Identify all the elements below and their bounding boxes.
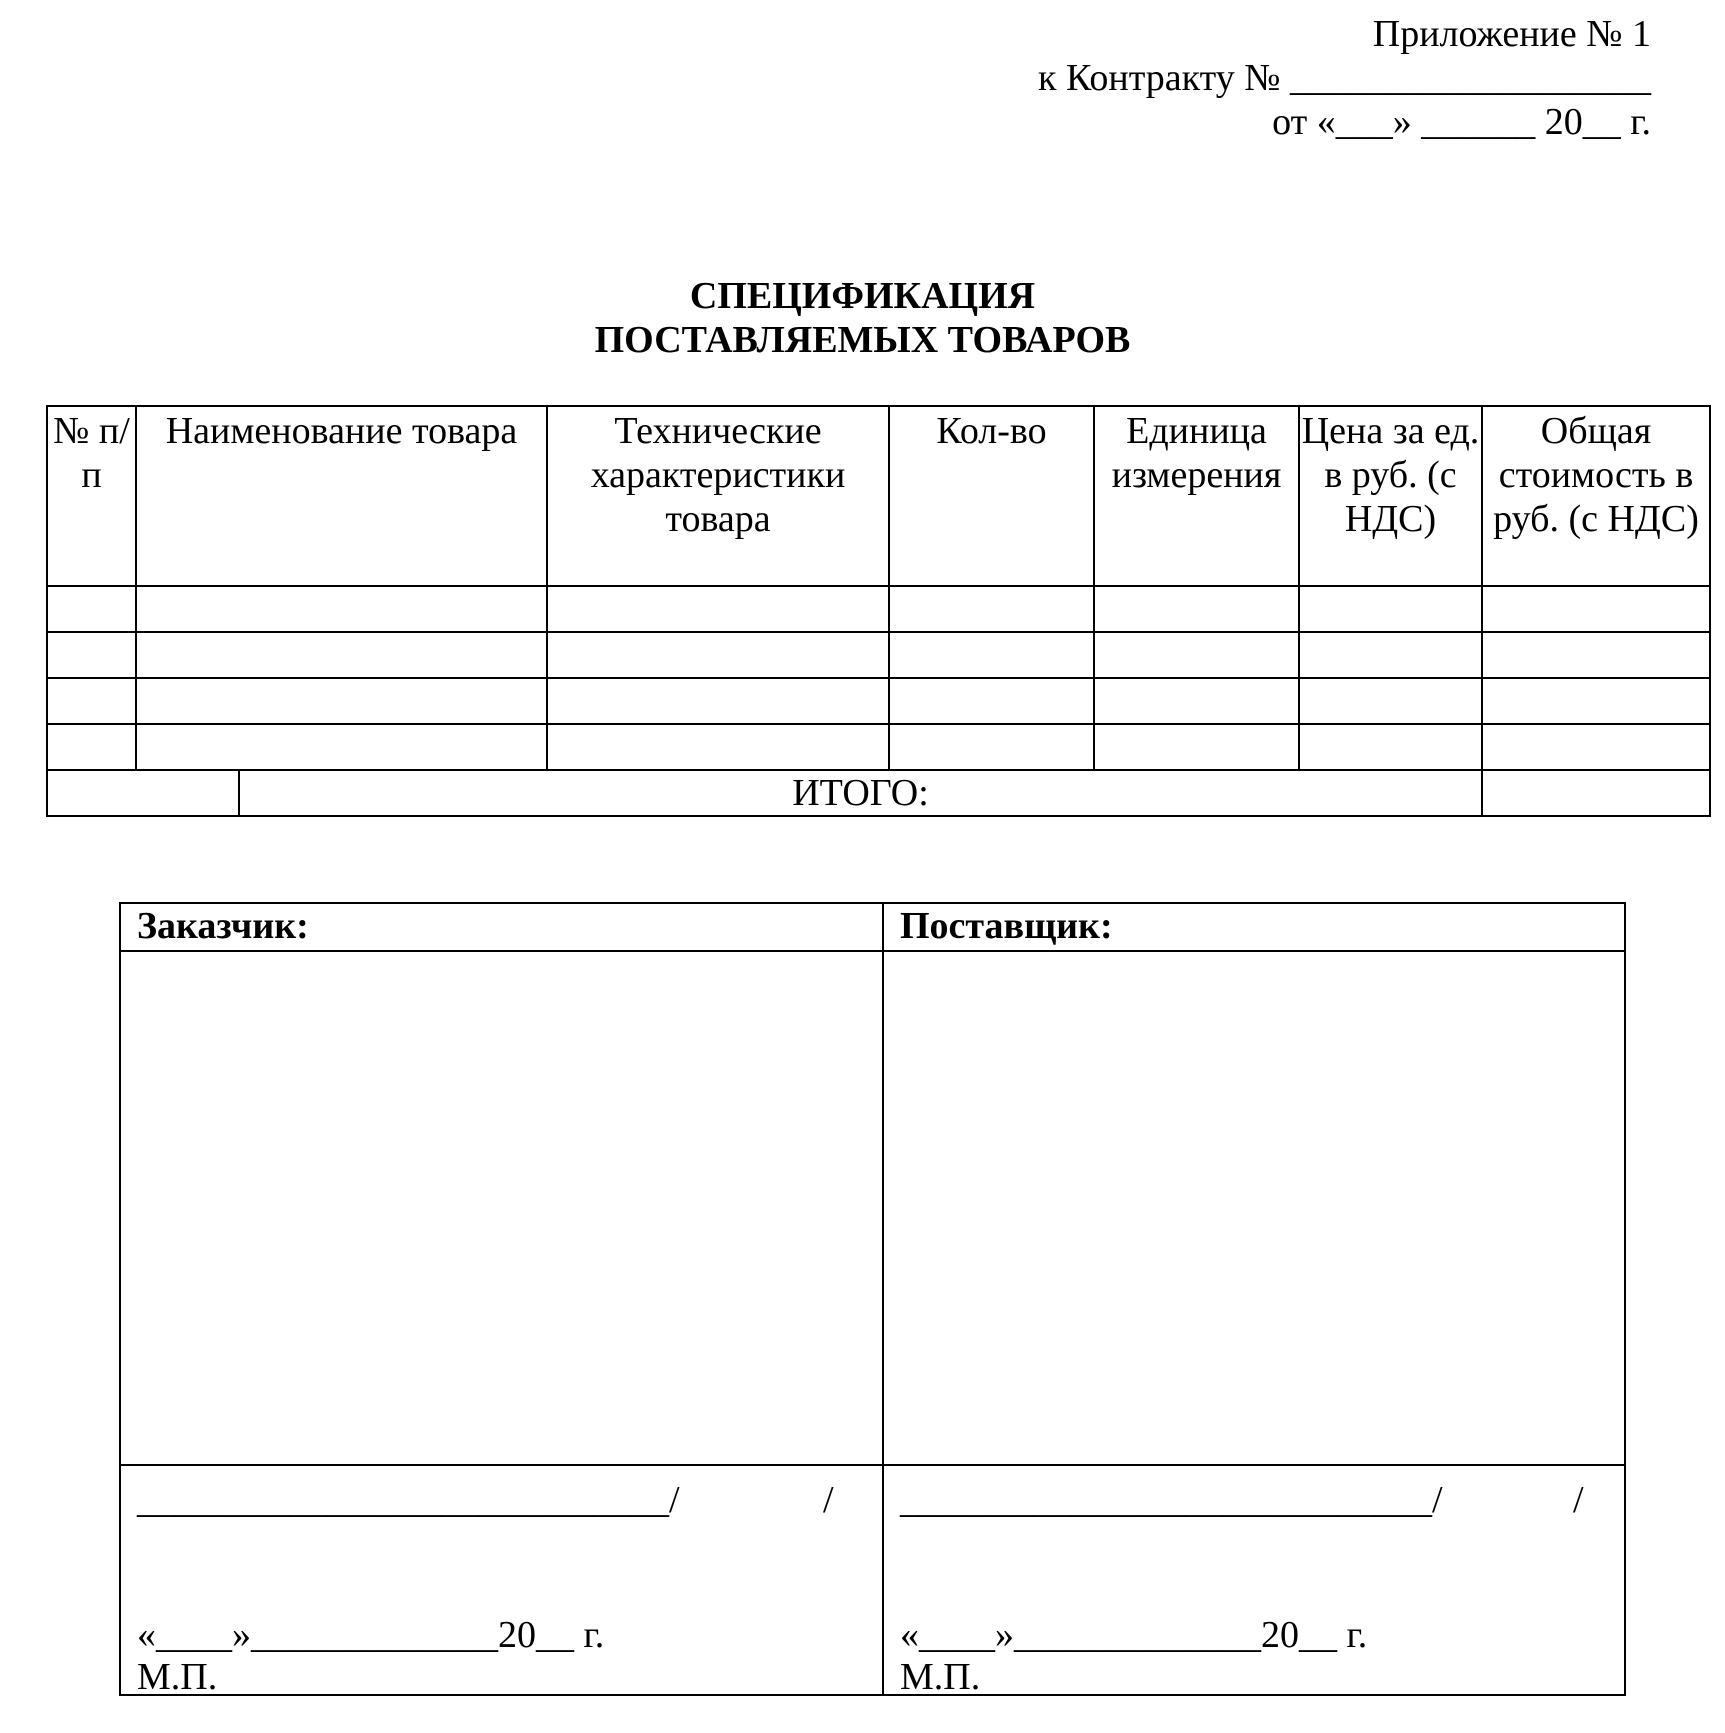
table-cell[interactable]: [1299, 632, 1482, 678]
table-cell[interactable]: [1094, 632, 1299, 678]
document-subtitle: ПОСТАВЛЯЕМЫХ ТОВАРОВ: [594, 319, 1131, 361]
customer-signature-date[interactable]: «____»_____________20__ г.: [137, 1614, 605, 1656]
table-cell[interactable]: [47, 586, 136, 632]
table-cell[interactable]: [1299, 678, 1482, 724]
total-row: [47, 770, 1710, 816]
column-header: Цена за ед. в руб. (с НДС): [1299, 406, 1482, 586]
table-cell[interactable]: [136, 678, 547, 724]
table-cell[interactable]: [889, 678, 1094, 724]
customer-signature-line[interactable]: ____________________________/: [137, 1479, 680, 1521]
table-cell[interactable]: [47, 678, 136, 724]
table-cell[interactable]: [1299, 586, 1482, 632]
contract-date: от «___» ______ 20__ г.: [1272, 101, 1651, 143]
column-header: Кол-во: [889, 406, 1094, 586]
table-cell[interactable]: [136, 586, 547, 632]
table-row: [47, 586, 1710, 632]
table-cell[interactable]: [1094, 586, 1299, 632]
supplier-signature-slash: /: [1573, 1479, 1584, 1521]
table-cell[interactable]: [1299, 724, 1482, 770]
customer-signature-block: [120, 1465, 883, 1698]
table-cell[interactable]: [547, 586, 889, 632]
customer-stamp-label: М.П.: [137, 1656, 218, 1698]
table-cell[interactable]: [47, 632, 136, 678]
table-row: [47, 678, 1710, 724]
column-header: Общая стоимость в руб. (с НДС): [1482, 406, 1710, 586]
supplier-stamp-label: М.П.: [900, 1656, 981, 1698]
contract-number: к Контракту № ___________________: [1037, 57, 1651, 99]
supplier-label: Поставщик:: [883, 903, 1625, 951]
table-cell[interactable]: [47, 724, 136, 770]
party-details-row: [120, 951, 1625, 1465]
table-cell[interactable]: [1482, 632, 1710, 678]
table-cell[interactable]: [1482, 678, 1710, 724]
table-cell[interactable]: [889, 586, 1094, 632]
party-header-row: [120, 903, 1625, 951]
table-cell[interactable]: [1094, 678, 1299, 724]
specification-table: [46, 405, 1711, 817]
column-header: Наименование товара: [136, 406, 547, 586]
table-cell[interactable]: [136, 724, 547, 770]
table-cell[interactable]: [1482, 586, 1710, 632]
column-header: Технические характеристики товара: [547, 406, 889, 586]
column-header: № п/п: [47, 406, 136, 586]
table-row: [47, 632, 1710, 678]
customer-signature-slash: /: [823, 1479, 834, 1521]
table-row: [47, 724, 1710, 770]
total-value-cell[interactable]: [1482, 770, 1710, 816]
total-label: ИТОГО:: [239, 770, 1482, 816]
table-cell[interactable]: [547, 724, 889, 770]
supplier-details[interactable]: [883, 951, 1625, 1465]
appendix-number: Приложение № 1: [1372, 13, 1651, 55]
table-cell[interactable]: [1094, 724, 1299, 770]
table-cell[interactable]: [547, 678, 889, 724]
supplier-signature-line[interactable]: ____________________________/: [900, 1479, 1443, 1521]
column-header: Единица измерения: [1094, 406, 1299, 586]
table-header-row: [47, 406, 1710, 586]
customer-details[interactable]: [120, 951, 883, 1465]
customer-label: Заказчик:: [120, 903, 883, 951]
table-cell[interactable]: [547, 632, 889, 678]
table-cell[interactable]: [889, 724, 1094, 770]
supplier-signature-date[interactable]: «____»_____________20__ г.: [900, 1614, 1368, 1656]
signature-table: [119, 902, 1626, 1696]
signature-row: [120, 1465, 1625, 1695]
total-blank-cell: [47, 770, 239, 816]
table-cell[interactable]: [889, 632, 1094, 678]
table-cell[interactable]: [136, 632, 547, 678]
document-title: СПЕЦИФИКАЦИЯ: [689, 275, 1036, 317]
supplier-signature-block: [883, 1465, 1625, 1698]
table-cell[interactable]: [1482, 724, 1710, 770]
